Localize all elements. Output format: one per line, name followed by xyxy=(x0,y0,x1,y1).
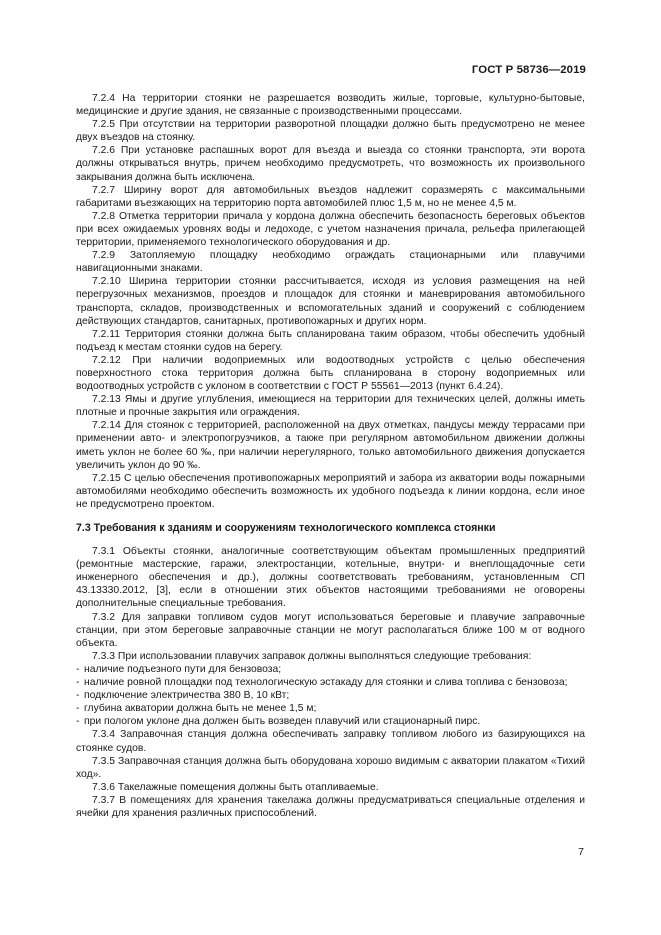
list-item xyxy=(76,689,585,702)
list-item xyxy=(76,676,585,689)
dash-bullet-icon: - xyxy=(76,690,80,702)
list-item xyxy=(76,715,585,728)
paragraph: 7.2.14 Для стоянок с территорией, расположенной на двух отметках, пандусы между террасами при применении авто- и электропогрузчиков, а также при регулярном автомобильном движении должны иметь уклон не более 60 ‰, при наличии нерегулярного, только автомобильного движения допускается увеличить уклон до 90 ‰. xyxy=(76,420,585,471)
paragraph: 7.2.15 С целью обеспечения противопожарных мероприятий и забора из акватории воды пожарными автомобилями необходимо обеспечить возможность их удобного подъезда к линии кордона, если иное не предусмотрено проектом. xyxy=(76,472,585,510)
list-item-text: наличие ровной площадки под технологическую эстакаду для стоянки и слива топлива с бензовоза; xyxy=(84,677,568,689)
dash-bullet-icon: - xyxy=(76,677,80,689)
paragraph: 7.3.5 Заправочная станция должна быть оборудована хорошо видимым с акватории плакатом «Тихий ход». xyxy=(76,755,585,780)
list-item-text: при пологом уклоне дна должен быть возведен плавучий или стационарный пирс. xyxy=(84,716,481,728)
paragraph: 7.3.6 Такелажные помещения должны быть отапливаемые. xyxy=(92,781,379,793)
paragraph: 7.3.3 При использовании плавучих заправок должны выполняться следующие требования: xyxy=(92,650,532,662)
dash-bullet-icon: - xyxy=(76,716,80,728)
paragraph: 7.2.10 Ширина территории стоянки рассчитывается, исходя из условия размещения на ней перегрузочных механизмов, проездов и площадок для стоянки и маневрирования автомобильного транспорта, складов, производственных и вспомогательных зданий и сооружений с соблюдением действующих стандартов, санитарных, противопожарных и других норм. xyxy=(76,276,585,327)
paragraph: 7.2.13 Ямы и другие углубления, имеющиеся на территории для технических целей, должны иметь плотные и прочные закрытия или ограждения. xyxy=(76,394,585,419)
paragraph: 7.2.4 На территории стоянки не разрешается возводить жилые, торговые, культурно-бытовые, медицинские и другие здания, не связанные с производственными процессами. xyxy=(76,93,585,118)
standard-header: ГОСТ Р 58736—2019 xyxy=(471,64,586,76)
list-item xyxy=(76,702,585,715)
list-item xyxy=(76,663,585,676)
paragraph: 7.3.4 Заправочная станция должна обеспечивать заправку топливом любого из базирующихся на стоянке судов. xyxy=(76,729,585,754)
list-item-text: глубина акватории должна быть не менее 1,5 м; xyxy=(84,703,317,715)
dash-bullet-icon: - xyxy=(76,663,80,675)
page-number: 7 xyxy=(578,846,584,858)
dash-bullet-icon: - xyxy=(76,703,80,715)
document-body xyxy=(76,92,585,820)
section-heading: 7.3 Требования к зданиям и сооружениям технологического комплекса стоянки xyxy=(76,522,496,534)
paragraph: 7.2.5 При отсутствии на территории разворотной площадки должно быть предусмотрено не менее двух въездов на стоянку. xyxy=(76,119,585,144)
list-item-text: подключение электричества 380 В, 10 кВт; xyxy=(84,690,290,702)
paragraph: 7.3.7 В помещениях для хранения такелажа должны предусматриваться специальные отделения и ячейки для хранения различных приспособлений. xyxy=(76,794,585,819)
paragraph: 7.3.1 Объекты стоянки, аналогичные соответствующим объектам промышленных предприятий (ремонтные мастерские, гаражи, электростанции, котельные, внутри- и внеплощадочные сети инженерного обеспечения и др.), должны соответствовать требованиям, установленным СП 43.13330.2012, [3], если в отношении этих объектов настоящими требованиями не оговорены дополнительные специальные требования. xyxy=(76,546,585,610)
paragraph: 7.2.11 Территория стоянки должна быть спланирована таким образом, чтобы обеспечить удобный подъезд к местам стоянки судов на берегу. xyxy=(76,328,585,353)
paragraph: 7.2.8 Отметка территории причала у кордона должна обеспечить безопасность береговых объектов при всех ожидаемых уровнях воды и ледоходе, с учетом назначения причала, рельефа прилегающей территории, применяемого технологического оборудования и др. xyxy=(76,210,585,249)
paragraph: 7.3.2 Для заправки топливом судов могут использоваться береговые и плавучие заправочные станции, при этом береговые заправочные станции не могут располагаться ближе 100 м от водного объекта. xyxy=(76,611,585,649)
list-item-text: наличие подъезного пути для бензовоза; xyxy=(84,663,282,675)
paragraph: 7.2.7 Ширину ворот для автомобильных въездов надлежит соразмерять с максимальными габаритами въезжающих на территорию порта автомобилей плюс 1,5 м, но не менее 4,5 м. xyxy=(76,184,585,209)
paragraph: 7.2.9 Затопляемую площадку необходимо ограждать стационарными или плавучими навигационными знаками. xyxy=(76,250,585,275)
paragraph: 7.2.6 При установке распашных ворот для въезда и выезда со стоянки транспорта, эти ворота должны открываться внутрь, причем необходимо предусмотреть, что возможность их произвольного закрывания должна быть исключена. xyxy=(76,145,585,183)
paragraph: 7.2.12 При наличии водоприемных или водоотводных устройств с целью обеспечения поверхностного стока территория должна быть спланирована в сторону водоприемных или водоотводных устройств с уклоном в соответствии с ГОСТ Р 55561—2013 (пункт 6.4.24). xyxy=(76,354,585,393)
